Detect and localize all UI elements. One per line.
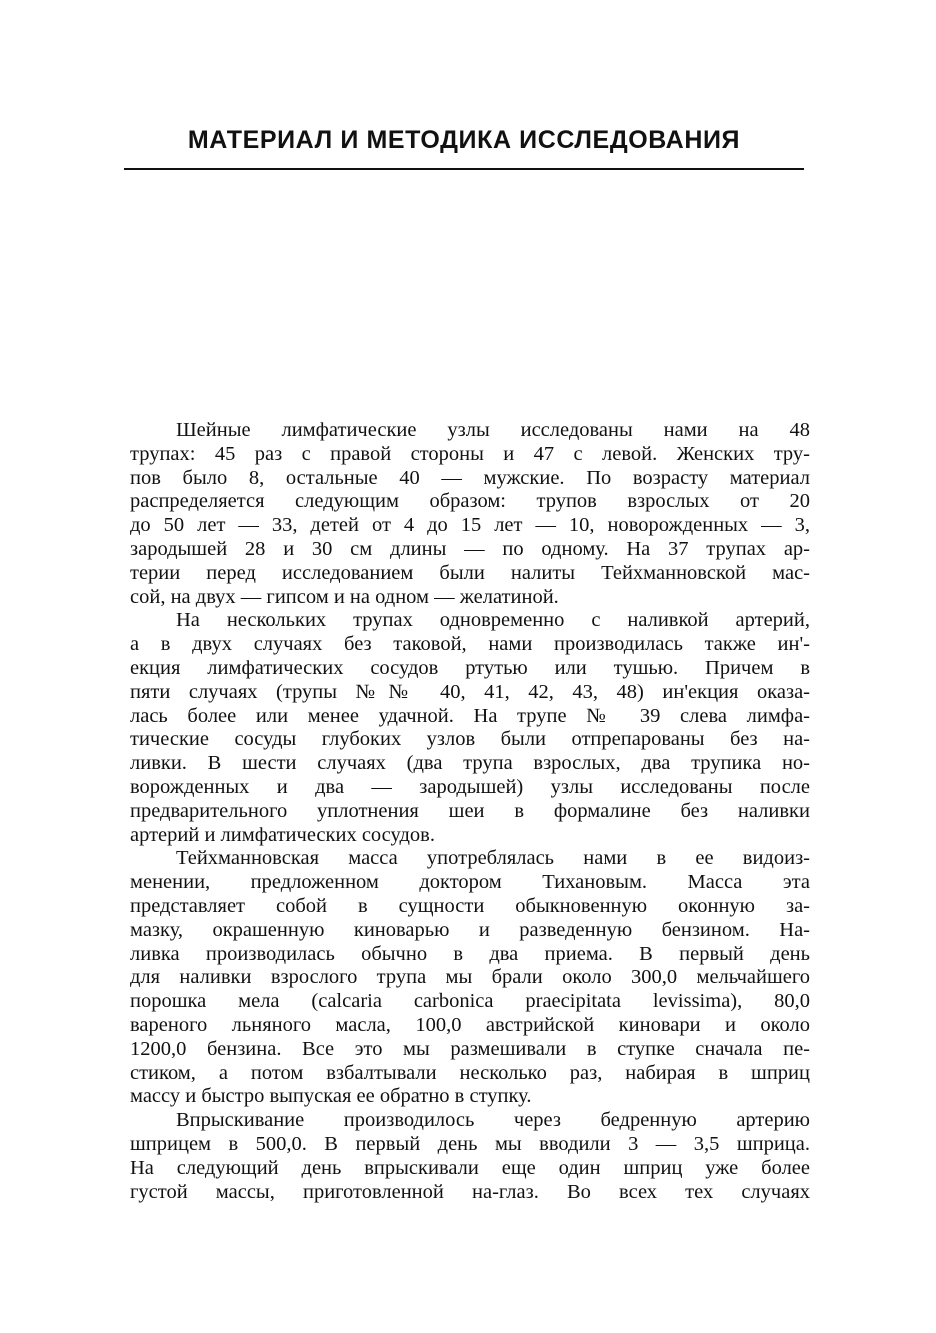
text-line: зародышей 28 и 30 см длины — по одному. На 37 трупах ар-	[130, 537, 810, 560]
text-line: ливка производилась обычно в два приема. В первый день	[130, 942, 810, 965]
page-title: МАТЕРИАЛ И МЕТОДИКА ИССЛЕДОВАНИЯ	[187, 126, 741, 154]
text-line: ворожденных и два — зародышей) узлы исследованы после	[130, 775, 810, 798]
paragraph-4	[130, 1109, 810, 1204]
text-line: шприцем в 500,0. В первый день мы вводили 3 — 3,5 шприца.	[130, 1132, 810, 1155]
title-underline	[124, 168, 804, 170]
text-line: густой массы, приготовленной на-глаз. Во всех тех случаях	[130, 1180, 810, 1203]
text-line: вареного льняного масла, 100,0 австрийской киновари и около	[130, 1013, 810, 1036]
text-line: тические сосуды глубоких узлов были отпрепарованы без на-	[130, 728, 810, 751]
paragraph-1	[130, 419, 810, 609]
text-line: ливки. В шести случаях (два трупа взрослых, два трупика но-	[130, 752, 810, 775]
text-line: до 50 лет — 33, детей от 4 до 15 лет — 10, новорожденных — 3,	[130, 514, 810, 537]
text-line: 1200,0 бензина. Все это мы размешивали в ступке сначала пе-	[130, 1037, 810, 1060]
text-line: менении, предложенном доктором Тихановым. Масса эта	[130, 871, 810, 894]
text-line: распределяется следующим образом: трупов взрослых от 20	[130, 490, 810, 513]
text-line: пов было 8, остальные 40 — мужские. По возрасту материал	[130, 466, 810, 489]
text-line: На следующий день впрыскивали еще один шприц уже более	[130, 1156, 810, 1179]
text-line: сой, на двух — гипсом и на одном — желатиной.	[130, 585, 559, 608]
text-line: Шейные лимфатические узлы исследованы нами на 48	[176, 419, 810, 441]
text-line: лась более или менее удачной. На трупе № 39 слева лимфа-	[130, 704, 810, 727]
paragraph-3	[130, 847, 810, 1109]
text-line: представляет собой в сущности обыкновенную оконную за-	[130, 894, 810, 917]
text-line: трупах: 45 раз с правой стороны и 47 с левой. Женских тру-	[130, 442, 810, 465]
text-line: для наливки взрослого трупа мы брали около 300,0 мельчайшего	[130, 966, 810, 989]
text-line: Тейхманновская масса употреблялась нами в ее видоиз-	[176, 847, 810, 870]
text-line: массу и быстро выпуская ее обратно в ступку.	[130, 1085, 532, 1108]
text-line: порошка мела (calcaria carbonica praecipitata levissima), 80,0	[130, 990, 810, 1013]
text-line: стиком, а потом взбалтывали несколько раз, набирая в шприц	[130, 1061, 810, 1084]
text-line: артерий и лимфатических сосудов.	[130, 823, 435, 846]
text-line: терии перед исследованием были налиты Тейхманновской мас-	[130, 561, 810, 584]
paragraph-2	[130, 609, 810, 847]
text-line: а в двух случаях без таковой, нами производилась также ин'-	[130, 633, 810, 656]
text-line: предварительного уплотнения шеи в формалине без наливки	[130, 799, 810, 822]
body-text	[130, 419, 810, 1204]
text-line: На нескольких трупах одновременно с наливкой артерий,	[176, 609, 810, 632]
text-line: пяти случаях (трупы №№ 40, 41, 42, 43, 48) ин'екция оказа-	[130, 680, 810, 703]
text-line: Впрыскивание производилось через бедренную артерию	[176, 1109, 810, 1132]
text-line: екция лимфатических сосудов ртутью или тушью. Причем в	[130, 656, 810, 679]
text-line: мазку, окрашенную киноварью и разведенную бензином. На-	[130, 918, 810, 941]
